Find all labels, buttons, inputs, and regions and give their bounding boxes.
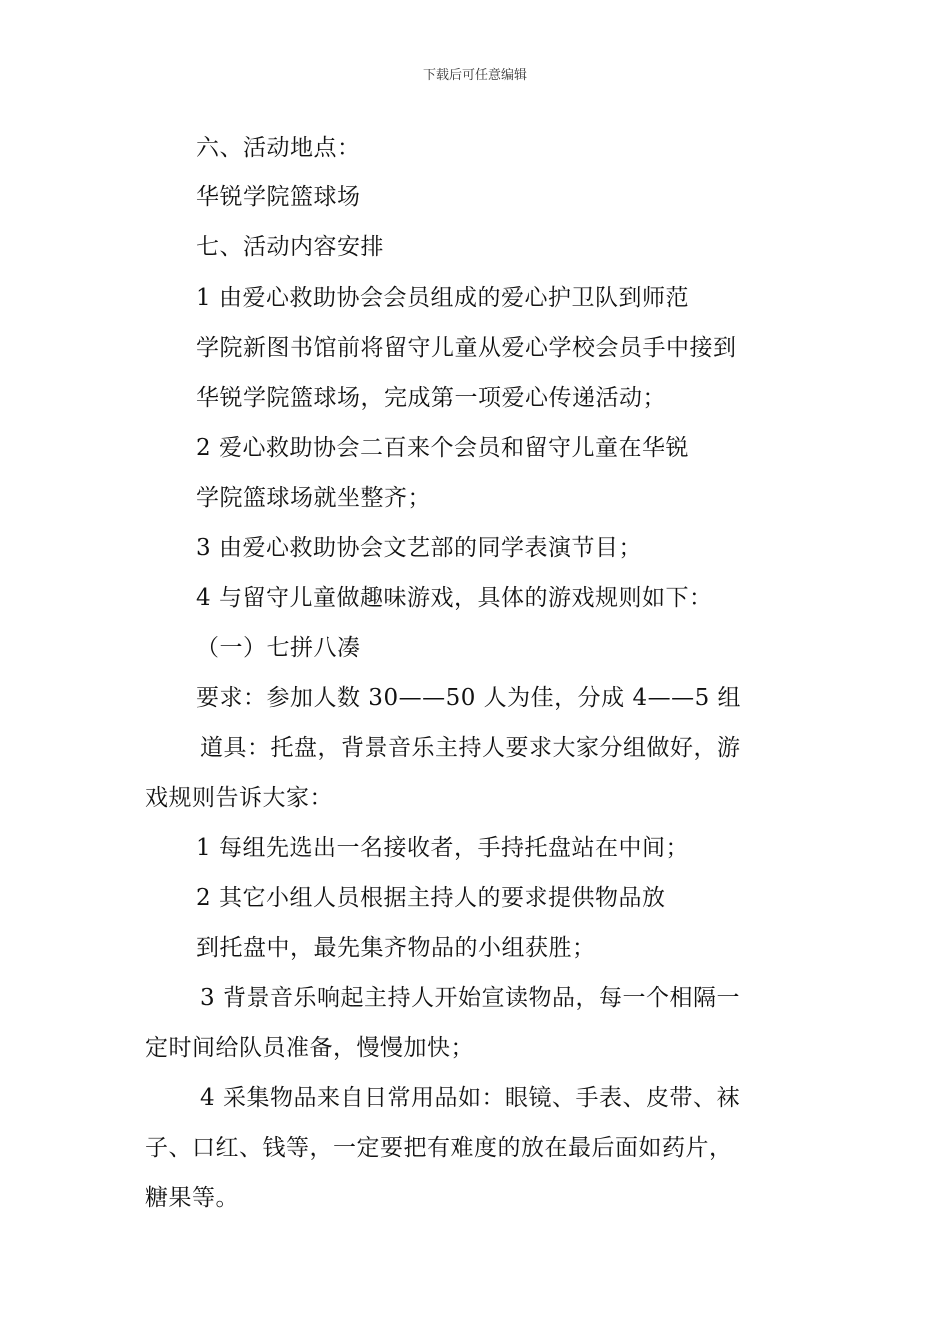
section-heading-content: 七、活动内容安排 (196, 234, 384, 260)
paragraph-line: 定时间给队员准备，慢慢加快； (145, 1035, 474, 1061)
subsection-heading: （一）七拼八凑 (196, 635, 361, 661)
paragraph-line: 4 采集物品来自日常用品如：眼镜、手表、皮带、袜 (200, 1085, 740, 1111)
page-header: 下载后可任意编辑 (422, 68, 527, 83)
paragraph-line: 2 其它小组人员根据主持人的要求提供物品放 (196, 885, 666, 911)
paragraph-line: 4 与留守儿童做趣味游戏，具体的游戏规则如下： (196, 585, 713, 611)
paragraph-line: 3 由爱心救助协会文艺部的同学表演节目； (196, 535, 642, 561)
section-heading-location: 六、活动地点： (196, 135, 361, 161)
paragraph-line: 1 每组先选出一名接收者，手持托盘站在中间； (196, 835, 689, 861)
paragraph-line: 道具：托盘，背景音乐主持人要求大家分组做好，游 (200, 735, 741, 761)
paragraph-line: 1 由爱心救助协会会员组成的爱心护卫队到师范 (196, 285, 689, 311)
paragraph-line: 学院篮球场就坐整齐； (196, 485, 431, 511)
paragraph-line: 要求：参加人数 30——50 人为佳，分成 4——5 组 (196, 685, 742, 711)
paragraph-line: 学院新图书馆前将留守儿童从爱心学校会员手中接到 (196, 335, 737, 361)
paragraph-line: 戏规则告诉大家： (145, 785, 333, 811)
paragraph-line: 子、口红、钱等，一定要把有难度的放在最后面如药片， (145, 1135, 733, 1161)
paragraph-line: 到托盘中，最先集齐物品的小组获胜； (196, 935, 596, 961)
paragraph-line: 3 背景音乐响起主持人开始宣读物品，每一个相隔一 (200, 985, 740, 1011)
paragraph-line: 华锐学院篮球场，完成第一项爱心传递活动； (196, 385, 666, 411)
paragraph-line: 糖果等。 (145, 1185, 239, 1211)
paragraph-line: 2 爱心救助协会二百来个会员和留守儿童在华锐 (196, 435, 689, 461)
location-text: 华锐学院篮球场 (196, 184, 361, 210)
